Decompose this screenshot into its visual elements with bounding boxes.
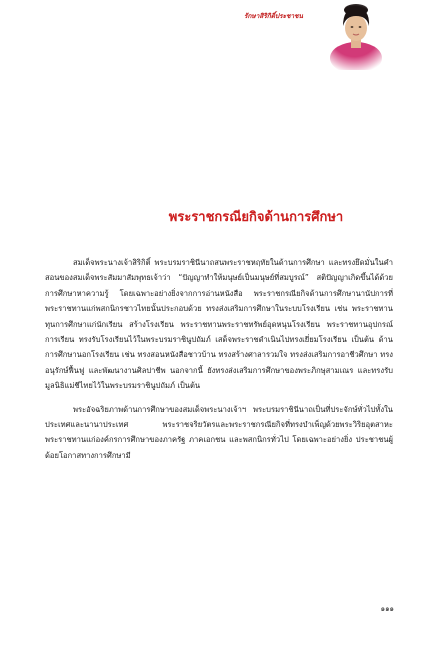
woman-portrait-icon (316, 0, 386, 70)
section-title: พระราชกรณียกิจด้านการศึกษา (168, 210, 344, 225)
paragraph-1: สมเด็จพระนางเจ้าสิริกิติ์ พระบรมราชินีนาถสนพระราชหฤทัยในด้านการศึกษา และทรงยึดมั่นในคำสอนของสมเด็จพระสัมมาสัมพุทธเจ้าว่า “ปัญญาทำให้มนุษย์เป็นมนุษย์ที่สมบูรณ์” สติปัญญาเกิดขึ้นได้ด้วยการศึกษาหาความรู้ โดยเฉพาะอย่างยิ่งจากการอ่านหนังสือ พระราชกรณียกิจด้านการศึกษานานัปการที่พระราชทานแก่พสกนิกรชาวไทยนั้นประกอบด้วย ทรงส่งเสริมการศึกษาในระบบโรงเรียน เช่น พระราชทานทุนการศึกษาแก่นักเรียน สร้างโรงเรียน พระราชทานพระราชทรัพย์อุดหนุนโรงเรียน พระราชทานอุปกรณ์การเรียน ทรงรับโรงเรียนไว้ในพระบรมราชินูปถัมภ์ เสด็จพระราชดำเนินไปทรงเยี่ยมโรงเรียน เป็นต้น ด้านการศึกษานอกโรงเรียน เช่น ทรงสอนหนังสือชาวบ้าน ทรงสร้างศาลารวมใจ ทรงส่งเสริมการอาชีวศึกษา ทรงอนุรักษ์ฟื้นฟู และพัฒนางานศิลปาชีพ นอกจากนี้ ยังทรงส่งเสริมการศึกษาของพระภิกษุสามเณร และทรงรับมูลนิธิแม่ชีไทยไว้ในพระบรมราชินูปถัมภ์ เป็นต้น (45, 258, 393, 391)
body-text (45, 255, 393, 463)
paragraph-2: พระอัจฉริยภาพด้านการศึกษาของสมเด็จพระนางเจ้าฯ พระบรมราชินีนาถเป็นที่ประจักษ์ทั่วไปทั้งในประเทศและนานาประเทศ พระราชจริยวัตรและพระราชกรณียกิจที่ทรงบำเพ็ญด้วยพระวิริยอุตสาหะ พระราชทานแก่องค์กรการศึกษาของภาครัฐ ภาคเอกชน และพสกนิกรทั่วไป โดยเฉพาะอย่างยิ่ง ประชาชนผู้ด้อยโอกาสทางการศึกษามี (45, 404, 393, 460)
page-number: ๑๑๑ (380, 605, 394, 613)
portrait-image (316, 0, 386, 70)
header-caption: รักษาสิริกิติ์ประชาชน (244, 12, 304, 20)
